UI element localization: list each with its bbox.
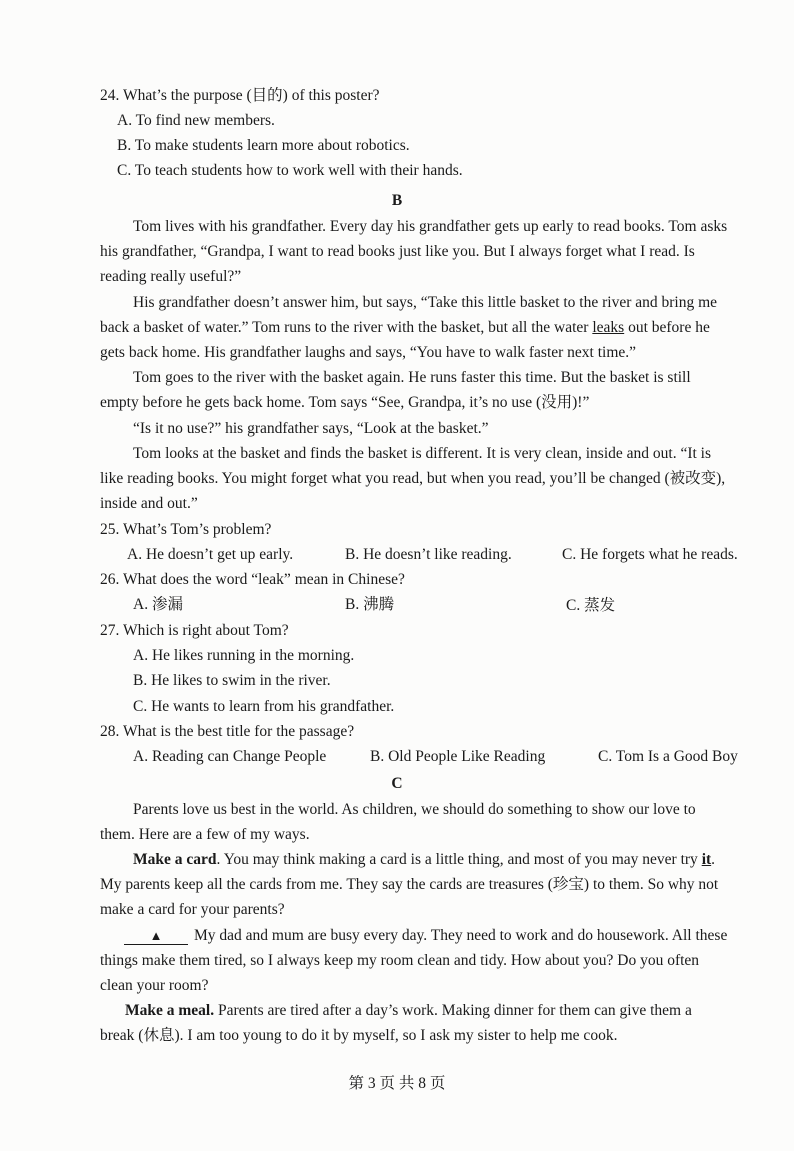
underlined-word-leaks: leaks	[592, 319, 625, 336]
q26-option-b: B. 沸腾	[345, 596, 395, 613]
passage-b-line: Tom lives with his grandfather. Every day his grandfather gets up early to read books. Tom asks	[133, 218, 728, 235]
passage-b-line: “Is it no use?” his grandfather says, “Look at the basket.”	[133, 420, 489, 437]
q25-option-c: C. He forgets what he reads.	[562, 546, 738, 563]
underlined-word-it: it	[701, 851, 712, 868]
q26-option-c: C. 蒸发	[566, 597, 616, 614]
passage-b-line: reading really useful?”	[100, 268, 242, 285]
passage-c-text: Parents are tired after a day’s work. Making dinner for them can give them a	[214, 1002, 692, 1019]
passage-b-text: out before he	[624, 319, 710, 336]
q25-stem: 25. What’s Tom’s problem?	[100, 521, 272, 538]
passage-b-line: gets back home. His grandfather laughs and says, “You have to walk faster next time.”	[100, 344, 637, 361]
passage-b-line: empty before he gets back home. Tom says “See, Grandpa, it’s no use (没用)!”	[100, 394, 590, 411]
q24-option-c: C. To teach students how to work well with their hands.	[117, 162, 463, 179]
passage-b-line: like reading books. You might forget what you read, but when you read, you’ll be changed (被改变),	[100, 470, 726, 487]
passage-c-line	[133, 850, 715, 870]
passage-c-line: things make them tired, so I always keep my room clean and tidy. How about you? Do you often	[100, 952, 700, 969]
q26-stem: 26. What does the word “leak” mean in Chinese?	[100, 571, 405, 588]
answer-blank[interactable]	[124, 926, 188, 945]
passage-c-line: them. Here are a few of my ways.	[100, 826, 310, 843]
passage-c-line: break (休息). I am too young to do it by myself, so I ask my sister to help me cook.	[100, 1027, 618, 1044]
passage-b-line: Tom looks at the basket and finds the basket is different. It is very clean, inside and out. “It is	[133, 445, 712, 462]
q28-option-b: B. Old People Like Reading	[370, 748, 546, 765]
make-a-card-heading: Make a card	[133, 851, 217, 868]
q25-option-b: B. He doesn’t like reading.	[345, 546, 512, 563]
make-a-meal-heading: Make a meal.	[125, 1002, 215, 1019]
passage-b-text: back a basket of water.” Tom runs to the river with the basket, but all the water	[100, 319, 589, 336]
passage-b-line: inside and out.”	[100, 495, 198, 512]
passage-b-line: Tom goes to the river with the basket again. He runs faster this time. But the basket is still	[133, 369, 691, 386]
passage-c-line: My parents keep all the cards from me. They say the cards are treasures (珍宝) to them. So why not	[100, 876, 719, 893]
passage-b-line: his grandfather, “Grandpa, I want to read books just like you. But I always forget what I read. Is	[100, 243, 695, 260]
passage-c-line	[124, 926, 727, 946]
section-c-heading: C	[391, 775, 403, 792]
q24-option-a: A. To find new members.	[117, 112, 275, 129]
passage-b-line	[100, 318, 710, 338]
passage-c-line: make a card for your parents?	[100, 901, 285, 918]
passage-c-line: clean your room?	[100, 977, 209, 994]
section-b-heading: B	[391, 192, 403, 209]
triangle-marker-icon: ▲	[149, 928, 163, 943]
q27-stem: 27. Which is right about Tom?	[100, 622, 289, 639]
passage-c-text: My dad and mum are busy every day. They need to work and do housework. All these	[194, 927, 728, 944]
q24-option-b: B. To make students learn more about robotics.	[117, 137, 410, 154]
q28-option-c: C. Tom Is a Good Boy	[598, 748, 738, 765]
passage-c-line	[125, 1001, 692, 1021]
passage-c-text: .	[711, 851, 716, 868]
q27-option-b: B. He likes to swim in the river.	[133, 672, 331, 689]
q25-option-a: A. He doesn’t get up early.	[127, 546, 294, 563]
passage-c-text: . You may think making a card is a little thing, and most of you may never try	[216, 851, 702, 868]
q28-option-a: A. Reading can Change People	[133, 748, 327, 765]
q27-option-c: C. He wants to learn from his grandfather.	[133, 698, 395, 715]
q24-stem: 24. What’s the purpose (目的) of this poster?	[100, 87, 380, 104]
q26-option-a: A. 渗漏	[133, 596, 183, 613]
q28-stem: 28. What is the best title for the passage?	[100, 723, 355, 740]
page-footer: 第 3 页 共 8 页	[348, 1075, 446, 1092]
passage-b-line: His grandfather doesn’t answer him, but says, “Take this little basket to the river and bring me	[133, 294, 718, 311]
passage-c-line: Parents love us best in the world. As children, we should do something to show our love to	[133, 801, 696, 818]
q27-option-a: A. He likes running in the morning.	[133, 647, 355, 664]
